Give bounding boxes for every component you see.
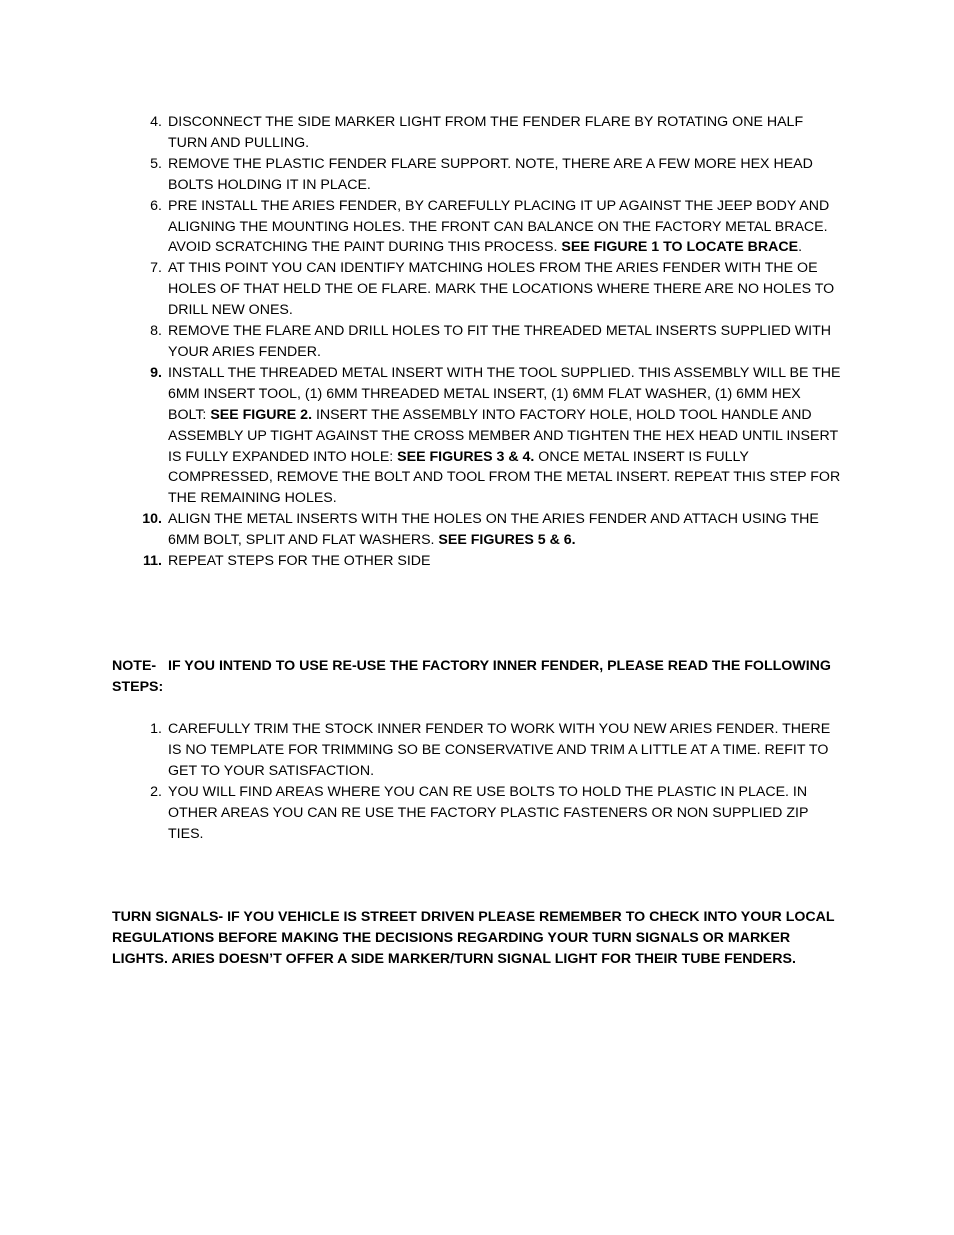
step-text	[168, 509, 842, 551]
step-item	[112, 363, 842, 509]
step-item	[112, 258, 842, 321]
step-text-segment: REMOVE THE FLARE AND DRILL HOLES TO FIT THE THREADED METAL INSERTS SUPPLIED WITH YOUR ARIES FENDER.	[168, 323, 832, 360]
step-number: 5.	[150, 155, 162, 172]
inner-fender-note	[112, 656, 842, 677]
step-number: 9.	[150, 364, 162, 381]
step-text	[168, 154, 842, 196]
step-text-segment: PRE INSTALL THE ARIES FENDER, BY CAREFULLY PLACING IT UP AGAINST THE JEEP BODY AND ALIGNING THE MOUNTING HOLES. THE FRONT CAN BALANCE ON THE FACTORY METAL BRACE. AVOID SCRATCHING THE PAINT DURING THIS PROCESS.	[168, 197, 830, 256]
step-number: 2.	[150, 783, 162, 800]
step-figure-reference: SEE FIGURES 3 & 4.	[397, 448, 535, 465]
note-text: IF YOU INTEND TO USE RE-USE THE FACTORY INNER FENDER, PLEASE READ THE FOLLOWING	[168, 658, 831, 674]
step-text-segment: REMOVE THE PLASTIC FENDER FLARE SUPPORT. NOTE, THERE ARE A FEW MORE HEX HEAD BOLTS HOLDING IT IN PLACE.	[168, 155, 813, 193]
step-text-segment: YOU WILL FIND AREAS WHERE YOU CAN RE USE BOLTS TO HOLD THE PLASTIC IN PLACE. IN OTHER AREAS YOU CAN RE USE THE FACTORY PLASTIC FASTENERS OR NON SUPPLIED ZIP TIES.	[168, 783, 809, 842]
step-number: 1.	[150, 721, 162, 737]
step-text-segment: .	[798, 239, 803, 256]
step-number: 4.	[150, 114, 162, 130]
inner-fender-steps-list	[112, 719, 842, 844]
step-text	[168, 551, 842, 572]
step-text	[168, 196, 842, 259]
step-text-segment: REPEAT STEPS FOR THE OTHER SIDE	[168, 553, 431, 570]
step-text	[168, 363, 842, 509]
step-text-segment: INSERT THE ASSEMBLY INTO FACTORY HOLE, HOLD TOOL HANDLE AND ASSEMBLY UP TIGHT AGAINST THE CROSS MEMBER AND TIGHTEN THE HEX HEAD UNTIL INSERT IS FULLY EXPANDED INTO HOLE:	[168, 406, 838, 465]
installation-steps-list	[112, 112, 842, 572]
step-number: 7.	[150, 260, 162, 277]
step-text-segment: ALIGN THE METAL INSERTS WITH THE HOLES ON THE ARIES FENDER AND ATTACH USING THE 6MM BOLT, SPLIT AND FLAT WASHERS.	[168, 511, 819, 549]
step-text-segment: ONCE METAL INSERT IS FULLY COMPRESSED, REMOVE THE BOLT AND TOOL FROM THE METAL INSERT. REPEAT THIS STEP FOR THE REMAINING HOLES.	[168, 448, 841, 507]
step-text-segment: INSTALL THE THREADED METAL INSERT WITH THE TOOL SUPPLIED. THIS ASSEMBLY WILL BE THE 6MM INSERT TOOL, (1) 6MM THREADED METAL INSERT, (1) 6MM FLAT WASHER, (1) 6MM HEX BOLT:	[168, 364, 841, 423]
step-text	[168, 112, 842, 154]
step-text-segment: AT THIS POINT YOU CAN IDENTIFY MATCHING HOLES FROM THE ARIES FENDER WITH THE OE HOLES OF THAT HELD THE OE FLARE. MARK THE LOCATIONS WHERE THERE ARE NO HOLES TO DRILL NEW ONES.	[168, 260, 835, 319]
step-text	[168, 719, 842, 782]
step-item	[112, 112, 842, 154]
step-number: 10.	[142, 511, 162, 528]
step-text	[168, 258, 842, 321]
step-figure-reference: SEE FIGURE 2.	[210, 406, 313, 423]
step-item	[112, 551, 842, 572]
step-text-segment: CAREFULLY TRIM THE STOCK INNER FENDER TO WORK WITH YOU NEW ARIES FENDER. THERE IS NO TEMPLATE FOR TRIMMING SO BE CONSERVATIVE AND TRIM A LITTLE AT A TIME. REFIT TO GET TO YOUR SATISFACTION.	[168, 721, 831, 779]
step-figure-reference: SEE FIGURES 5 & 6.	[438, 532, 576, 549]
step-item	[112, 509, 842, 551]
step-number: 8.	[150, 323, 162, 340]
step-item	[112, 321, 842, 363]
step-item	[112, 154, 842, 196]
step-text-segment: DISCONNECT THE SIDE MARKER LIGHT FROM THE FENDER FLARE BY ROTATING ONE HALF TURN AND PULLING.	[168, 114, 804, 151]
turn-signals-paragraph: TURN SIGNALS- IF YOU VEHICLE IS STREET DRIVEN PLEASE REMEMBER TO CHECK INTO YOUR LOCAL REGULATIONS BEFORE MAKING THE DECISIONS REGARDING YOUR TURN SIGNALS OR MARKER LIGHTS. ARIES DOESN’T OFFER A SIDE MARKER/TURN SIGNAL LIGHT FOR THEIR TUBE FENDERS.	[112, 909, 835, 967]
step-item	[112, 196, 842, 259]
step-item	[112, 719, 842, 782]
step-figure-reference: SEE FIGURE 1 TO LOCATE BRACE	[561, 239, 799, 256]
step-text	[168, 782, 842, 845]
note-suffix: STEPS:	[112, 679, 164, 695]
note-label: NOTE-	[112, 658, 157, 674]
step-text	[168, 321, 842, 363]
step-item	[112, 782, 842, 845]
step-number: 6.	[150, 197, 162, 214]
step-number: 11.	[143, 553, 162, 570]
